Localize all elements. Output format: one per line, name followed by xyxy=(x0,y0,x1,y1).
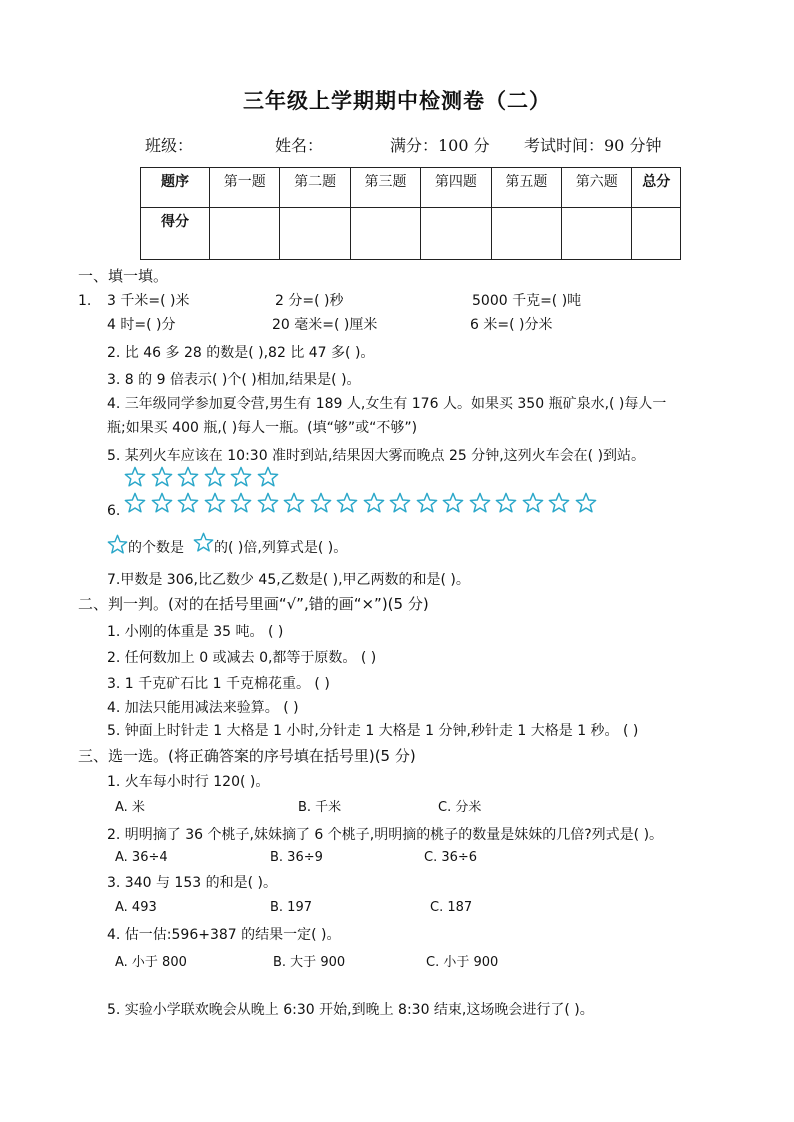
question-4-line2: 瓶;如果买 400 瓶,( )每人一瓶。(填“够”或“不够”) xyxy=(107,420,418,436)
star-icon xyxy=(124,466,146,488)
choice-question-2: 2. 明明摘了 36 个桃子,妹妹摘了 6 个桃子,明明摘的桃子的数量是妹妹的几倍?列式是( )。 xyxy=(107,827,664,843)
score-input-cell[interactable] xyxy=(491,208,561,260)
question-6-text-a: 的个数是 xyxy=(128,540,184,556)
star-icon xyxy=(193,532,214,553)
table-cell: 第六题 xyxy=(562,168,632,208)
choice-question-3: 3. 340 与 153 的和是( )。 xyxy=(107,875,277,891)
question-1f: 6 米=( )分米 xyxy=(470,317,553,333)
question-4-line1: 4. 三年级同学参加夏令营,男生有 189 人,女生有 176 人。如果买 350 瓶矿泉水,( )每人一 xyxy=(107,396,667,412)
star-icon xyxy=(416,492,438,514)
table-cell: 总分 xyxy=(632,168,681,208)
choice-question-1: 1. 火车每小时行 120( )。 xyxy=(107,774,270,790)
question-3: 3. 8 的 9 倍表示( )个( )相加,结果是( )。 xyxy=(107,372,361,388)
table-cell: 题序 xyxy=(141,168,210,208)
star-icon xyxy=(107,534,128,555)
star-icon xyxy=(336,492,358,514)
star-icon xyxy=(124,492,146,514)
option-a: A. 米 xyxy=(115,800,145,815)
star-icon xyxy=(310,492,332,514)
star-icon xyxy=(442,492,464,514)
question-number: 1. xyxy=(78,293,92,309)
star-icon xyxy=(548,492,570,514)
star-icon xyxy=(257,466,279,488)
star-icon xyxy=(389,492,411,514)
option-b: B. 大于 900 xyxy=(273,955,346,970)
question-number: 6. xyxy=(107,503,121,519)
question-1d: 4 时=( )分 xyxy=(107,317,176,333)
star-row-bottom xyxy=(124,492,597,514)
star-icon xyxy=(151,466,173,488)
name-label: 姓名： xyxy=(275,136,324,155)
table-cell: 第四题 xyxy=(421,168,491,208)
star-icon xyxy=(193,532,214,553)
option-b: B. 36÷9 xyxy=(270,850,323,865)
option-a: A. 493 xyxy=(115,900,157,915)
question-1c: 5000 千克=( )吨 xyxy=(472,293,582,309)
judge-item: 2. 任何数加上 0 或减去 0,都等于原数。 ( ) xyxy=(107,650,377,666)
star-icon xyxy=(230,492,252,514)
score-table-header-row xyxy=(141,168,681,208)
page-title: 三年级上学期期中检测卷（二） xyxy=(243,88,551,113)
score-input-cell[interactable] xyxy=(562,208,632,260)
option-b: B. 千米 xyxy=(298,800,342,815)
score-input-cell[interactable] xyxy=(280,208,350,260)
option-c: C. 分米 xyxy=(438,800,482,815)
star-icon xyxy=(522,492,544,514)
exam-time-label: 考试时间：90 分钟 xyxy=(524,136,662,155)
star-icon xyxy=(204,466,226,488)
star-icon xyxy=(575,492,597,514)
section-2-title: 二、判一判。(对的在括号里画“√”,错的画“×”)(5 分) xyxy=(78,595,429,613)
judge-item: 1. 小刚的体重是 35 吨。 ( ) xyxy=(107,624,284,640)
choice-question-4: 4. 估一估:596+387 的结果一定( )。 xyxy=(107,927,341,943)
question-1e: 20 毫米=( )厘米 xyxy=(272,317,378,333)
star-icon xyxy=(107,534,128,555)
option-c: C. 187 xyxy=(430,900,473,915)
option-a: A. 小于 800 xyxy=(115,955,187,970)
score-input-cell[interactable] xyxy=(210,208,280,260)
class-label: 班级： xyxy=(145,136,194,155)
question-7: 7.甲数是 306,比乙数少 45,乙数是( ),甲乙两数的和是( )。 xyxy=(107,572,470,588)
star-icon xyxy=(495,492,517,514)
score-table xyxy=(140,167,681,260)
full-score-label: 满分：100 分 xyxy=(390,136,490,155)
question-6-text-b: 的( )倍,列算式是( )。 xyxy=(214,540,348,556)
star-icon xyxy=(283,492,305,514)
table-cell: 第二题 xyxy=(280,168,350,208)
question-1b: 2 分=( )秒 xyxy=(275,293,344,309)
choice-question-5: 5. 实验小学联欢晚会从晚上 6:30 开始,到晚上 8:30 结束,这场晚会进行了( )。 xyxy=(107,1002,594,1018)
star-icon xyxy=(257,492,279,514)
star-icon xyxy=(177,466,199,488)
judge-item: 4. 加法只能用减法来验算。 ( ) xyxy=(107,700,299,716)
section-1-title: 一、填一填。 xyxy=(78,267,169,285)
option-b: B. 197 xyxy=(270,900,312,915)
option-a: A. 36÷4 xyxy=(115,850,168,865)
question-5: 5. 某列火车应该在 10:30 准时到站,结果因大雾而晚点 25 分钟,这列火车会在( )到站。 xyxy=(107,448,646,464)
table-cell: 得分 xyxy=(141,208,210,260)
star-icon xyxy=(151,492,173,514)
star-icon xyxy=(230,466,252,488)
table-cell: 第三题 xyxy=(350,168,420,208)
question-2: 2. 比 46 多 28 的数是( ),82 比 47 多( )。 xyxy=(107,345,375,361)
score-input-cell[interactable] xyxy=(421,208,491,260)
star-icon xyxy=(177,492,199,514)
judge-item: 5. 钟面上时针走 1 大格是 1 小时,分针走 1 大格是 1 分钟,秒针走 1 大格是 1 秒。 ( ) xyxy=(107,723,639,739)
option-c: C. 36÷6 xyxy=(424,850,478,865)
section-3-title: 三、选一选。(将正确答案的序号填在括号里)(5 分) xyxy=(78,747,416,765)
score-table-score-row xyxy=(141,208,681,260)
question-1a: 3 千米=( )米 xyxy=(107,293,190,309)
star-icon xyxy=(204,492,226,514)
star-row-top xyxy=(124,466,279,488)
table-cell: 第一题 xyxy=(210,168,280,208)
score-input-cell[interactable] xyxy=(350,208,420,260)
star-icon xyxy=(469,492,491,514)
star-icon xyxy=(363,492,385,514)
score-input-cell[interactable] xyxy=(632,208,681,260)
judge-item: 3. 1 千克矿石比 1 千克棉花重。 ( ) xyxy=(107,676,330,692)
option-c: C. 小于 900 xyxy=(426,955,499,970)
table-cell: 第五题 xyxy=(491,168,561,208)
